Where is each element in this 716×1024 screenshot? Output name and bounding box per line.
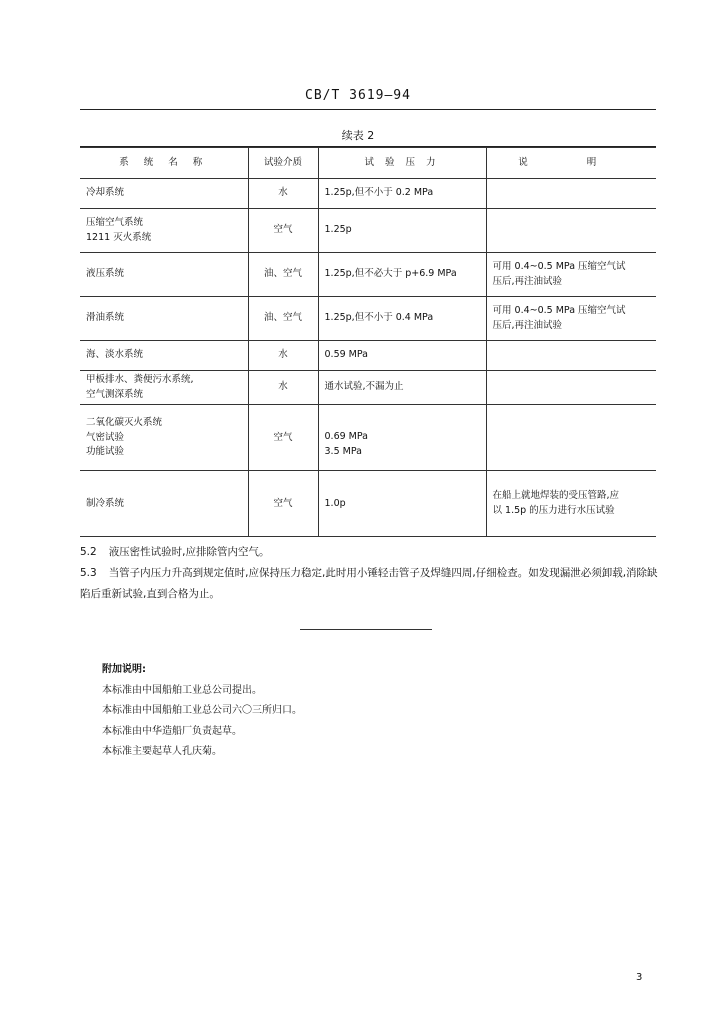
notes-line: 本标准由中国船舶工业总公司提出。 <box>102 684 262 696</box>
page-number: 3 <box>636 972 643 983</box>
system-name-cell <box>80 253 248 297</box>
remarks-cell <box>486 209 656 253</box>
test-medium-cell: 空气 <box>248 209 318 253</box>
system-name-cell-line: 滑油系统 <box>86 312 125 324</box>
test-pressure-cell-line: 通水试验,不漏为止 <box>324 381 404 393</box>
system-name-cell-line: 1211 灭火系统 <box>86 231 152 243</box>
table-row <box>80 209 656 253</box>
notes-line: 本标准由中华造船厂负责起草。 <box>102 725 242 737</box>
test-medium-cell: 水 <box>248 179 318 209</box>
test-pressure-cell <box>318 209 486 253</box>
system-name-cell <box>80 209 248 253</box>
remarks-cell-line: 以 1.5p 的压力进行水压试验 <box>492 504 615 516</box>
system-name-cell-line: 功能试验 <box>86 446 125 458</box>
header-test-medium: 试验介质 <box>248 148 318 179</box>
table-title: 续表 2 <box>341 129 375 142</box>
header-remarks: 说 明 <box>486 148 656 179</box>
test-pressure-cell-line: 1.25p,但不小于 0.4 MPa <box>324 312 434 324</box>
clause-5-3 <box>80 563 660 605</box>
test-medium-cell: 水 <box>248 341 318 371</box>
header-test-pressure: 试 验 压 力 <box>318 148 486 179</box>
table-row <box>80 341 656 371</box>
test-pressure-cell-line: 1.25p <box>324 224 352 236</box>
test-pressure-cell <box>318 471 486 537</box>
header-rule <box>80 109 656 110</box>
test-medium-cell: 水 <box>248 371 318 405</box>
test-pressure-cell-line: 1.25p,但不必大于 p+6.9 MPa <box>324 268 457 280</box>
remarks-cell <box>486 405 656 471</box>
table-row <box>80 297 656 341</box>
table-row <box>80 405 656 471</box>
test-pressure-cell-line: 1.0p <box>324 497 346 509</box>
notes-line: 本标准主要起草人孔庆菊。 <box>102 746 222 757</box>
test-pressure-cell-line <box>325 416 480 430</box>
test-pressure-cell-line: 0.59 MPa <box>324 349 368 361</box>
system-name-cell-line: 液压系统 <box>86 268 125 280</box>
remarks-cell <box>486 341 656 371</box>
remarks-cell-line: 在船上就地焊装的受压管路,应 <box>492 490 620 502</box>
table-header-row <box>80 148 656 179</box>
system-name-cell-line: 气密试验 <box>86 431 125 443</box>
test-pressure-cell <box>318 253 486 297</box>
test-pressure-cell <box>318 297 486 341</box>
test-pressure-cell-line: 3.5 MPa <box>324 445 362 457</box>
system-name-cell <box>80 471 248 537</box>
test-medium-cell: 油、空气 <box>248 253 318 297</box>
system-name-cell <box>80 405 248 471</box>
remarks-cell-line: 压后,再注油试验 <box>492 275 563 287</box>
system-name-cell <box>80 297 248 341</box>
remarks-cell <box>486 179 656 209</box>
test-pressure-cell-line: 0.69 MPa <box>324 431 368 443</box>
additional-notes <box>102 660 302 763</box>
remarks-cell-line: 压后,再注油试验 <box>492 319 563 331</box>
system-name-cell-line: 二氧化碳灭火系统 <box>86 416 163 428</box>
test-pressure-cell <box>318 371 486 405</box>
test-pressure-cell-line: 1.25p,但不小于 0.2 MPa <box>324 187 434 199</box>
table-row <box>80 371 656 405</box>
test-medium-cell: 空气 <box>248 405 318 471</box>
test-medium-cell: 油、空气 <box>248 297 318 341</box>
system-name-cell-line: 制冷系统 <box>86 497 125 509</box>
test-pressure-cell <box>318 405 486 471</box>
header-system-name: 系 统 名 称 <box>80 148 248 179</box>
remarks-cell-line: 可用 0.4~0.5 MPa 压缩空气试 <box>492 304 626 316</box>
table-row <box>80 253 656 297</box>
clause-text: 液压密性试验时,应排除管内空气。 <box>108 546 270 558</box>
notes-title: 附加说明: <box>102 664 146 675</box>
clause-number: 5.3 <box>80 567 97 579</box>
notes-line: 本标准由中国船舶工业总公司六〇三所归口。 <box>102 705 302 716</box>
remarks-cell-line: 可用 0.4~0.5 MPa 压缩空气试 <box>492 260 626 272</box>
remarks-cell <box>486 371 656 405</box>
table-row <box>80 179 656 209</box>
system-name-cell-line: 海、淡水系统 <box>86 349 144 361</box>
clause-5-2 <box>80 542 660 563</box>
system-name-cell <box>80 179 248 209</box>
system-name-cell-line: 甲板排水、粪便污水系统, <box>86 374 194 385</box>
system-name-cell-line: 压缩空气系统 <box>86 216 144 228</box>
standard-code: CB/T 3619—94 <box>305 88 411 103</box>
section-divider <box>300 629 432 630</box>
test-pressure-cell <box>318 341 486 371</box>
system-name-cell <box>80 341 248 371</box>
system-name-cell-line: 空气测深系统 <box>86 388 144 400</box>
system-name-cell-line: 冷却系统 <box>86 187 125 199</box>
clause-number: 5.2 <box>80 546 97 558</box>
clause-text: 当管子内压力升高到规定值时,应保持压力稳定,此时用小锤轻击管子及焊缝四周,仔细检查。如发现漏泄必须卸载,消除缺陷后重新试验,直到合格为止。 <box>80 567 658 600</box>
remarks-cell <box>486 253 656 297</box>
test-pressure-cell <box>318 179 486 209</box>
test-medium-cell: 空气 <box>248 471 318 537</box>
system-name-cell <box>80 371 248 405</box>
remarks-cell <box>486 297 656 341</box>
remarks-cell <box>486 471 656 537</box>
table-row <box>80 471 656 537</box>
pressure-test-table <box>80 147 656 537</box>
